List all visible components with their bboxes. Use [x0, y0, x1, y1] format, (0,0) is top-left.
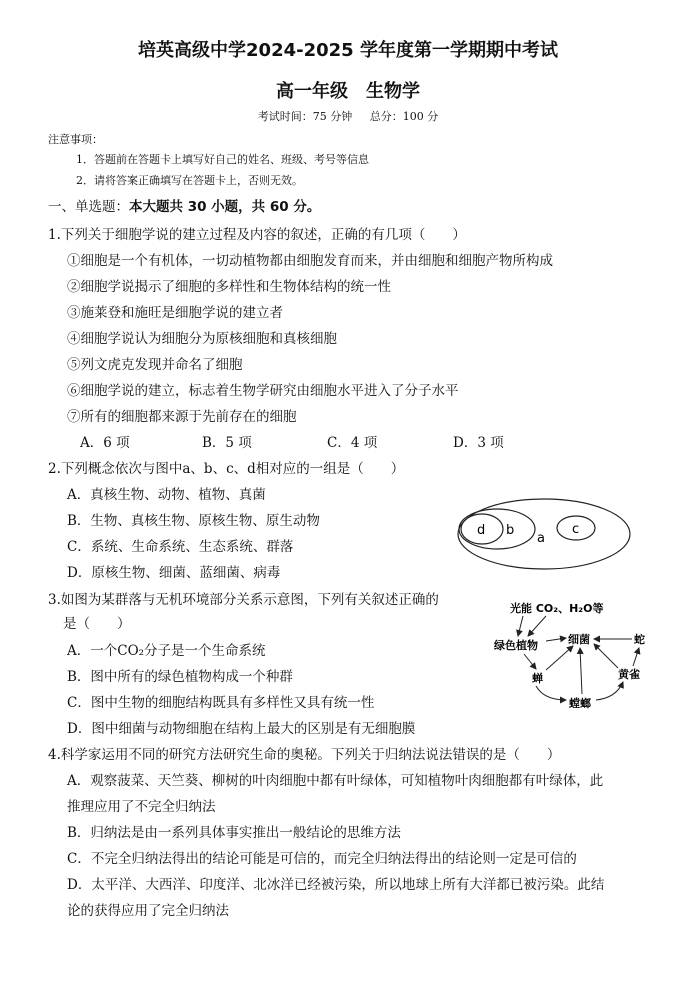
q2-venn-diagram	[455, 496, 635, 576]
total-score: 总分：100 分	[369, 110, 439, 123]
q4-option-c: C．不完全归纳法得出的结论可能是可信的，而完全归纳法得出的结论则一定是可信的	[67, 851, 577, 867]
q3-option-b: B．图中所有的绿色植物构成一个种群	[67, 669, 293, 685]
q1-option-a: A．6 项	[80, 435, 130, 451]
q1-option-b: B．5 项	[202, 435, 252, 451]
q3-option-d: D．图中细菌与动物细胞在结构上最大的区别是有无细胞膜	[67, 721, 416, 737]
q3-foodweb-diagram	[488, 598, 658, 726]
section-label: 一、单选题：	[48, 199, 129, 215]
q2-option-b: B．生物、真核生物、原核生物、原生动物	[67, 513, 320, 529]
q3-stem-cont: 是（ ）	[63, 616, 131, 632]
exam-time: 考试时间：75 分钟	[257, 110, 353, 123]
section-heading	[48, 195, 320, 215]
label-c: c	[572, 522, 580, 537]
q4-option-a-cont: 推理应用了不完全归纳法	[67, 799, 216, 815]
q1-statement: ③施莱登和施旺是细胞学说的建立者	[67, 305, 283, 321]
label-d: d	[477, 523, 486, 538]
q4-stem: 4.科学家运用不同的研究方法研究生命的奥秘。下列关于归纳法说法错误的是（ ）	[48, 747, 561, 763]
q1-statement: ②细胞学说揭示了细胞的多样性和生物体结构的统一性	[67, 279, 391, 295]
note-item: 2．请将答案正确填写在答题卡上，否则无效。	[76, 174, 303, 187]
ellipse-b	[459, 509, 535, 549]
q3-option-a: A．一个CO₂分子是一个生命系统	[67, 643, 266, 659]
label-mantis: 螳螂	[569, 697, 591, 710]
exam-subtitle: 高一年级 生物学	[276, 81, 420, 102]
note-item: 1．答题前在答题卡上填写好自己的姓名、班级、考号等信息	[76, 153, 369, 166]
q4-option-d-cont: 论的获得应用了完全归纳法	[67, 903, 229, 919]
q4-option-a: A．观察菠菜、天竺葵、柳树的叶肉细胞中都有叶绿体，可知植物叶肉细胞都有叶绿体，此	[67, 773, 604, 789]
q4-option-d: D．太平洋、大西洋、印度洋、北冰洋已经被污染，所以地球上所有大洋都已被污染。此结	[67, 877, 605, 893]
q4-option-b: B．归纳法是由一系列具体事实推出一般结论的思维方法	[67, 825, 401, 841]
label-a: a	[537, 531, 545, 546]
exam-title: 培英高级中学2024-2025 学年度第一学期期中考试	[138, 40, 558, 61]
label-b: b	[506, 523, 515, 538]
label-snake: 蛇	[634, 633, 645, 646]
q2-option-a: A．真核生物、动物、植物、真菌	[67, 487, 266, 503]
label-plant: 绿色植物	[494, 639, 538, 652]
exam-info	[0, 108, 696, 124]
q1-statement: ⑥细胞学说的建立，标志着生物学研究由细胞水平进入了分子水平	[67, 383, 459, 399]
label-cicada: 蝉	[532, 672, 543, 685]
q1-statement: ⑤列文虎克发现并命名了细胞	[67, 357, 243, 373]
notes-heading: 注意事项：	[48, 133, 103, 146]
q3-stem: 3.如图为某群落与无机环境部分关系示意图，下列有关叙述正确的	[48, 592, 439, 608]
q1-statement: ④细胞学说认为细胞分为原核细胞和真核细胞	[67, 331, 337, 347]
section-desc: 本大题共 30 小题，共 60 分。	[129, 199, 321, 215]
label-bacteria: 细菌	[568, 633, 590, 646]
q2-stem: 2.下列概念依次与图中a、b、c、d相对应的一组是（ ）	[48, 461, 405, 477]
q1-statement: ⑦所有的细胞都来源于先前存在的细胞	[67, 409, 297, 425]
q3-option-c: C．图中生物的细胞结构既具有多样性又具有统一性	[67, 695, 375, 711]
q1-option-d: D．3 项	[453, 435, 504, 451]
q1-option-c: C．4 项	[327, 435, 378, 451]
label-oriole: 黄雀	[618, 668, 640, 681]
label-inputs: 光能 CO₂、H₂O等	[510, 602, 604, 615]
q2-option-c: C．系统、生命系统、生态系统、群落	[67, 539, 294, 555]
q2-option-d: D．原核生物、细菌、蓝细菌、病毒	[67, 565, 281, 581]
q1-stem: 1.下列关于细胞学说的建立过程及内容的叙述，正确的有几项（ ）	[48, 227, 466, 243]
q1-statement: ①细胞是一个有机体，一切动植物都由细胞发育而来，并由细胞和细胞产物所构成	[67, 253, 553, 269]
